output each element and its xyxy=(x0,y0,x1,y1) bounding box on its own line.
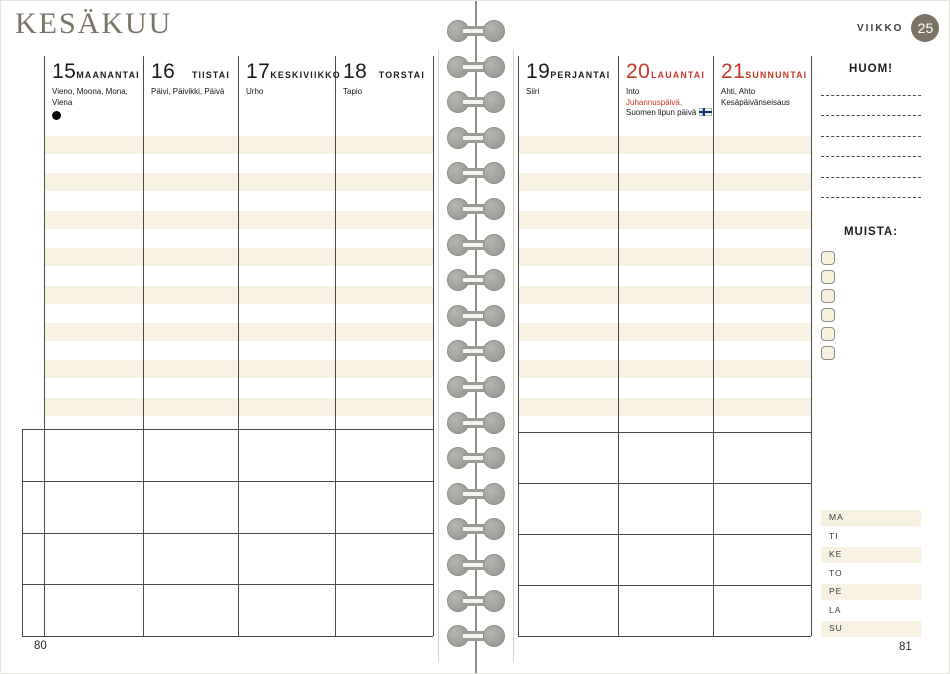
coil-end-icon xyxy=(483,590,505,612)
binding-coil xyxy=(447,554,505,576)
remember-title: MUISTA: xyxy=(843,226,899,238)
grid-line xyxy=(518,483,811,484)
coil-end-icon xyxy=(483,376,505,398)
checkbox xyxy=(821,308,835,322)
coil-end-icon xyxy=(483,56,505,78)
ruled-stripe xyxy=(518,398,811,416)
dashed-writing-line xyxy=(821,197,921,198)
binding-coil xyxy=(447,20,505,42)
binding-coil xyxy=(447,127,505,149)
binding-coil xyxy=(447,198,505,220)
grid-line xyxy=(22,481,433,482)
day-name-label: TORSTAI xyxy=(378,70,425,80)
ruled-stripes-right xyxy=(518,136,811,416)
day-cell-18 xyxy=(335,56,433,136)
grid-line xyxy=(618,56,619,636)
flag-day-label: Suomen lipun päivä xyxy=(626,108,697,117)
day-cell-21 xyxy=(713,56,811,136)
checkbox xyxy=(821,289,835,303)
day-number: 20 xyxy=(626,60,651,83)
dashed-writing-line xyxy=(821,156,921,157)
page-number-right: 81 xyxy=(899,641,912,653)
day-name-label: TIISTAI xyxy=(191,70,230,80)
checkbox-list xyxy=(821,251,921,360)
binding-coil xyxy=(447,56,505,78)
day-number: 19 xyxy=(526,60,551,83)
ruled-stripe xyxy=(518,173,811,191)
weekday-row: KE xyxy=(821,547,921,563)
binding-coil xyxy=(447,447,505,469)
binding-coil xyxy=(447,376,505,398)
week-label: VIIKKO xyxy=(857,22,904,34)
grid-line xyxy=(335,56,336,636)
checkbox xyxy=(821,270,835,284)
notes-panel xyxy=(821,63,921,198)
ruled-stripe xyxy=(518,136,811,154)
grid-line xyxy=(44,56,45,636)
grid-line xyxy=(518,534,811,535)
dashed-writing-line xyxy=(821,95,921,96)
name-days: Urho xyxy=(246,87,264,96)
weekday-row: MA xyxy=(821,510,921,526)
coil-end-icon xyxy=(483,162,505,184)
day-number: 21 xyxy=(721,60,746,83)
coil-end-icon xyxy=(483,91,505,113)
grid-line xyxy=(238,56,239,636)
ruled-stripe xyxy=(518,286,811,304)
page-edge xyxy=(513,49,514,663)
grid-line xyxy=(433,56,434,636)
flag-day-line xyxy=(626,108,705,119)
coil-end-icon xyxy=(483,198,505,220)
day-cell-17 xyxy=(238,56,341,136)
remember-panel xyxy=(821,226,921,365)
finland-flag-icon xyxy=(699,108,712,116)
holiday-label: Juhannuspäivä, xyxy=(626,97,683,107)
checkbox xyxy=(821,346,835,360)
weekday-row: LA xyxy=(829,604,842,615)
solstice-note: Kesäpäivänseisaus xyxy=(721,97,790,107)
binding-coil xyxy=(447,412,505,434)
weekday-row: TI xyxy=(829,530,839,541)
day-number: 17 xyxy=(246,60,271,83)
binding-coil xyxy=(447,483,505,505)
weekday-row: SU xyxy=(821,621,921,637)
day-number: 18 xyxy=(343,60,368,83)
day-name-label: LAUANTAI xyxy=(651,70,705,80)
day-name-label: MAANANTAI xyxy=(76,70,140,80)
checkbox xyxy=(821,251,835,265)
new-moon-icon xyxy=(52,111,61,120)
coil-end-icon xyxy=(483,234,505,256)
day-name-label: PERJANTAI xyxy=(550,70,611,80)
name-days: Siiri xyxy=(526,87,540,96)
day-cell-15 xyxy=(44,56,143,136)
binding-coil xyxy=(447,162,505,184)
grid-line xyxy=(22,584,433,585)
grid-line xyxy=(518,56,519,636)
coil-end-icon xyxy=(483,447,505,469)
binding-coil xyxy=(447,91,505,113)
binding-coil xyxy=(447,234,505,256)
coil-end-icon xyxy=(483,305,505,327)
day-number: 16 xyxy=(151,60,176,83)
grid-line xyxy=(143,56,144,636)
grid-line xyxy=(713,56,714,636)
binding-coil xyxy=(447,269,505,291)
day-cell-19 xyxy=(518,56,618,136)
dashed-writing-line xyxy=(821,177,921,178)
dashed-writing-line xyxy=(821,115,921,116)
page-edge xyxy=(438,49,439,663)
week-number-badge: 25 xyxy=(911,14,939,42)
name-days: Into xyxy=(626,87,640,96)
name-days: Tapio xyxy=(343,87,363,96)
spiral-binding xyxy=(447,20,505,647)
checkbox xyxy=(821,327,835,341)
binding-coil xyxy=(447,518,505,540)
grid-line xyxy=(22,636,433,637)
day-cell-20 xyxy=(618,56,713,136)
name-days: Päivi, Päivikki, Päivä xyxy=(151,87,225,96)
coil-end-icon xyxy=(483,127,505,149)
grid-line xyxy=(22,429,433,430)
coil-end-icon xyxy=(483,625,505,647)
binding-coil xyxy=(447,625,505,647)
day-cell-16 xyxy=(143,56,238,136)
coil-end-icon xyxy=(483,554,505,576)
month-title: KESÄKUU xyxy=(15,7,173,40)
coil-end-icon xyxy=(483,518,505,540)
grid-line xyxy=(518,636,811,637)
coil-end-icon xyxy=(483,483,505,505)
page-number-left: 80 xyxy=(34,640,47,652)
notes-title: HUOM! xyxy=(849,63,893,75)
coil-end-icon xyxy=(483,412,505,434)
binding-coil xyxy=(447,340,505,362)
ruled-stripe xyxy=(518,360,811,378)
binding-coil xyxy=(447,590,505,612)
ruled-stripe xyxy=(518,248,811,266)
coil-end-icon xyxy=(483,20,505,42)
weekday-row: TO xyxy=(829,567,843,578)
name-days: Vieno, Moona, Mona, Viena xyxy=(52,87,128,107)
name-days: Ahti, Ahto xyxy=(721,87,756,96)
grid-line xyxy=(22,533,433,534)
ruled-stripe xyxy=(518,323,811,341)
grid-line xyxy=(518,432,811,433)
day-name-label: KESKIVIIKKO xyxy=(270,70,341,80)
grid-line xyxy=(811,56,812,636)
day-name-label: SUNNUNTAI xyxy=(745,70,808,80)
weekday-tick-list xyxy=(821,510,921,640)
grid-line xyxy=(518,585,811,586)
binding-coil xyxy=(447,305,505,327)
coil-end-icon xyxy=(483,340,505,362)
dashed-writing-line xyxy=(821,136,921,137)
week-indicator xyxy=(857,14,939,42)
ruled-stripe xyxy=(518,211,811,229)
day-number: 15 xyxy=(52,60,77,83)
coil-end-icon xyxy=(483,269,505,291)
weekday-row: PE xyxy=(821,584,921,600)
